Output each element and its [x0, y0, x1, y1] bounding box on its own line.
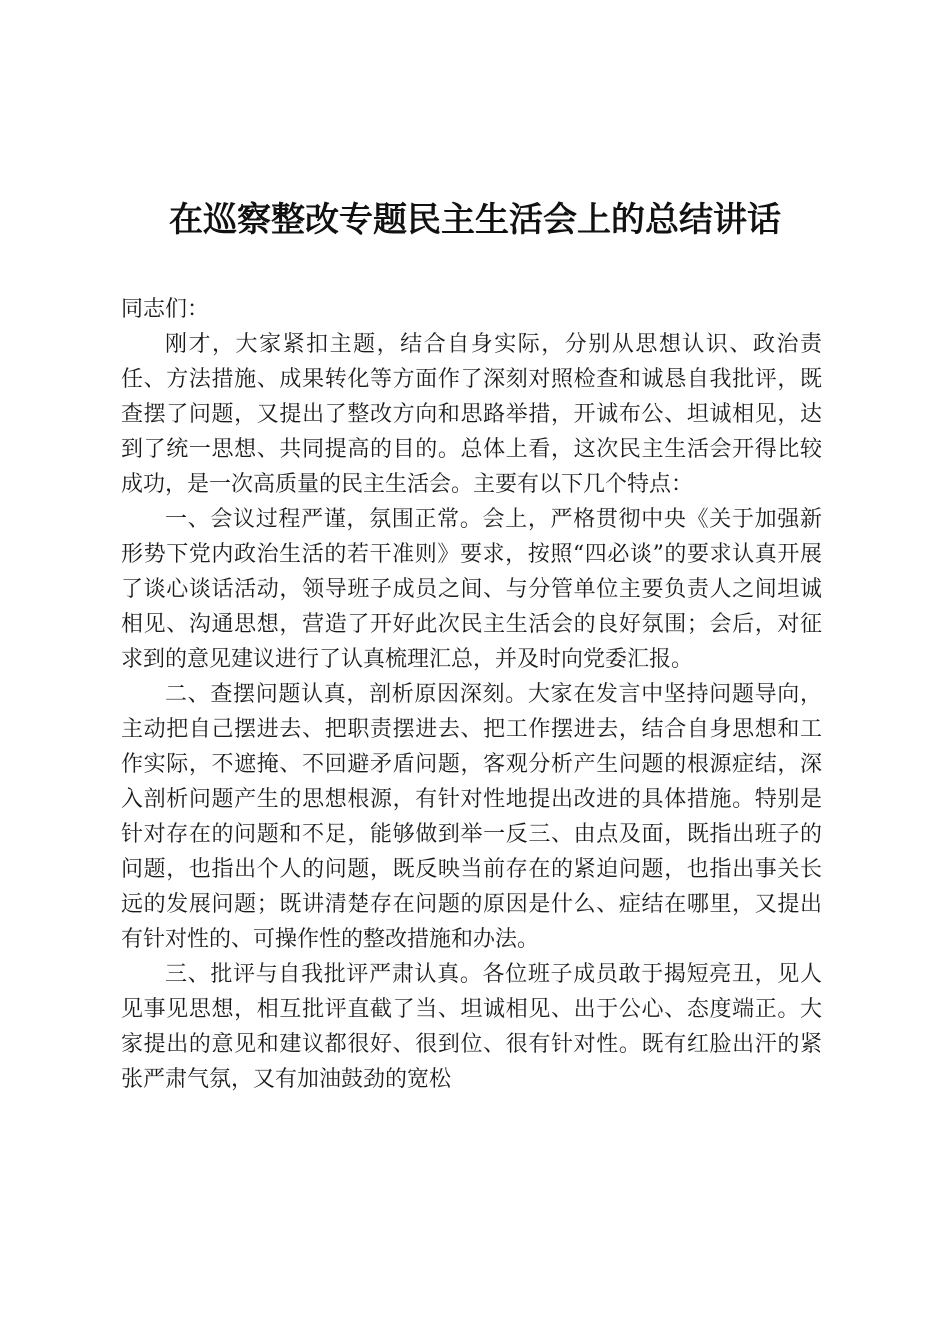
salutation: 同志们： — [121, 297, 210, 322]
paragraph-intro: 刚才，大家紧扣主题，结合自身实际，分别从思想认识、政治责任、方法措施、成果转化等方面作了深刻对照检查和诚恳自我批评，既查摆了问题，又提出了整改方向和思路举措，开诚布公、坦诚相见，达到了统一思想、共同提高的目的。总体上看，这次民主生活会开得比较成功，是一次高质量的民主生活会。主要有以下几个特点： — [121, 332, 822, 497]
document-body — [121, 292, 822, 1097]
paragraph-point-3: 三、批评与自我批评严肃认真。各位班子成员敢于揭短亮丑，见人见事见思想，相互批评直截了当、坦诚相见、出于公心、态度端正。大家提出的意见和建议都很好、很到位、很有针对性。既有红脸出汗的紧张严肃气氛，又有加油鼓劲的宽松 — [121, 962, 822, 1092]
paragraph-point-2: 二、查摆问题认真，剖析原因深刻。大家在发言中坚持问题导向，主动把自己摆进去、把职责摆进去、把工作摆进去，结合自身思想和工作实际，不遮掩、不回避矛盾问题，客观分析产生问题的根源症结，深入剖析问题产生的思想根源，有针对性地提出改进的具体措施。特别是针对存在的问题和不足，能够做到举一反三、由点及面，既指出班子的问题，也指出个人的问题，既反映当前存在的紧迫问题，也指出事关长远的发展问题；既讲清楚存在问题的原因是什么、症结在哪里，又提出有针对性的、可操作性的整改措施和办法。 — [121, 682, 822, 952]
document-title: 在巡察整改专题民主生活会上的总结讲话 — [169, 200, 781, 240]
paragraph-point-1: 一、会议过程严谨，氛围正常。会上，严格贯彻中央《关于加强新形势下党内政治生活的若干准则》要求，按照“四必谈”的要求认真开展了谈心谈话活动，领导班子成员之间、与分管单位主要负责人之间坦诚相见、沟通思想，营造了开好此次民主生活会的良好氛围；会后，对征求到的意见建议进行了认真梳理汇总，并及时向党委汇报。 — [121, 507, 822, 672]
